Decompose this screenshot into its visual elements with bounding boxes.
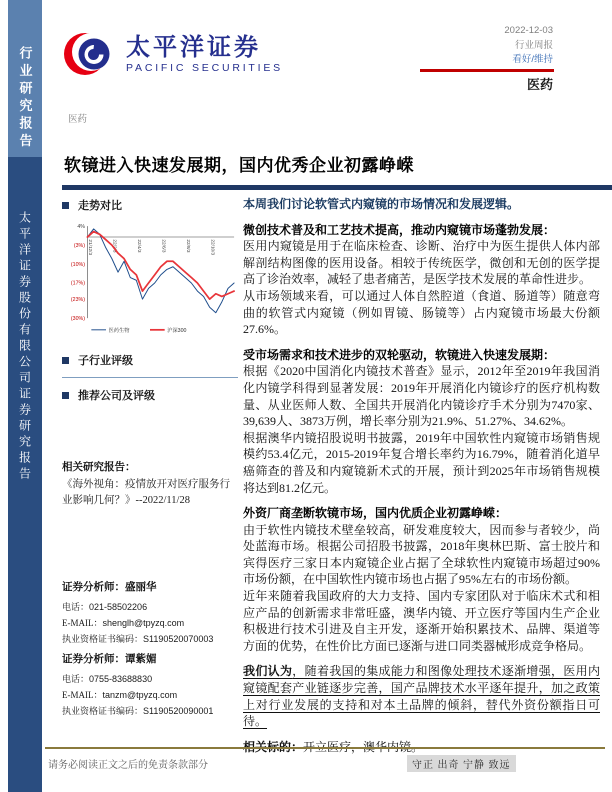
- section-bullet-icon: [62, 357, 69, 364]
- category-label: 医药: [68, 115, 88, 125]
- sidebar-top-band: [8, 0, 42, 157]
- section-paragraph: 从市场领域来看，可以通过人体自然腔道（食道、肠道等）随意弯曲的软管式内窥镜（例如胃镜、肠镜等）占内窥镜市场最大份额27.6%。: [243, 288, 600, 337]
- industry-rating: 看好/维持: [512, 54, 553, 65]
- analyst-detail-row: 执业资格证书编码：S1190520090001: [62, 706, 214, 716]
- trend-chart-container: [62, 220, 238, 339]
- main-intro: 本周我们讨论软管式内窥镜的市场情况和发展逻辑。: [243, 197, 520, 211]
- main-column: [243, 196, 600, 755]
- section-heading: 微创技术普及和工艺技术提高，推动内窥镜市场蓬勃发展：: [243, 222, 556, 237]
- analyst-info: [62, 579, 238, 719]
- footer-motto: 守正 出奇 宁静 致远: [407, 755, 516, 772]
- logo-chinese-name: 太平洋证券: [126, 33, 261, 61]
- section-foreign-monopoly: [243, 505, 600, 654]
- section-paragraph: 医用内窥镜是用于在临床检查、诊断、治疗中为医生提供人体内部解剖结构图像的医用设备。相较于传统医学，微创和无创的医学提高了诊治效率，减轻了患者痛苦，是医学技术发展的革命性进步。: [243, 239, 600, 287]
- svg-text:21/12/3: 21/12/3: [88, 239, 94, 256]
- svg-text:22/4/3: 22/4/3: [137, 239, 143, 253]
- related-reports: [62, 459, 238, 509]
- section-bullet-icon: [62, 392, 69, 399]
- left-column: [62, 197, 238, 719]
- svg-text:医药生物: 医药生物: [108, 327, 130, 334]
- svg-text:沪深300: 沪深300: [167, 327, 187, 334]
- recommend-section-header: [62, 387, 238, 403]
- trend-section-header: [62, 197, 238, 213]
- section-paragraph: 近年来随着我国政府的大力支持、国内专家团队对于临床术式和相应产品的创新需求非常旺盛，澳华内镜、开立医疗等国内生产企业积极进行技术引进及自主开发，逐渐开始积累技术、品牌、渠道等方面的优势，在性价比方面已逐渐与进口同类器械形成竞争格局。: [243, 589, 600, 653]
- footer-divider: [45, 747, 605, 749]
- company-logo: [64, 27, 283, 81]
- section-heading: 外资厂商垄断软镜市场，国内优质企业初露峥嵘：: [243, 506, 508, 521]
- svg-text:(10%): (10%): [70, 261, 85, 268]
- report-type: 行业周报: [514, 39, 553, 51]
- analyst-name: 证券分析师：盛丽华: [62, 582, 157, 593]
- analyst-block: [62, 651, 238, 719]
- footer-disclaimer: 请务必阅读正文之后的免责条款部分: [48, 760, 208, 771]
- svg-text:(30%): (30%): [70, 315, 85, 322]
- section-paragraph: 由于软性内镜技术壁垒较高，研发难度较大，因而参与者较少，尚处蓝海市场。根据公司招股书披露，2018年奥林巴斯、富士胶片和宾得医疗三家日本内窥镜企业占据了全球软性内窥镜市场超过90%市场份额，在中国软性内镜市场也占据了95%左右的市场份额。: [243, 522, 600, 587]
- analyst-detail-row: 执业资格证书编码：S1190520070003: [62, 634, 214, 644]
- svg-text:(3%): (3%): [73, 242, 85, 249]
- analyst-detail-row: E-MAIL：shenglh@tpyzq.com: [62, 618, 185, 628]
- industry-name: 医药: [526, 77, 553, 92]
- opinion-paragraph: [243, 663, 600, 729]
- svg-text:22/2/3: 22/2/3: [112, 239, 118, 253]
- analyst-detail-row: E-MAIL：tanzm@tpyzq.com: [62, 690, 178, 700]
- analyst-detail-row: 电话：021-58502206: [62, 602, 148, 612]
- svg-text:4%: 4%: [77, 223, 85, 230]
- report-date: 2022-12-03: [504, 25, 553, 36]
- section-paragraph: 根据《2020中国消化内镜技术普查》显示，2012年至2019年我国消化内镜学科得到显著发展：2019年开展消化内镜诊疗的医疗机构数量、从业医师人数、全国共开展消化内镜诊疗手术分别为7470家、39,639人、3873万例，增长率分别为21.9%、51.27%、34.62%。: [243, 364, 600, 429]
- svg-text:(17%): (17%): [70, 280, 85, 287]
- title-divider-bar: [62, 185, 612, 190]
- svg-text:22/8/3: 22/8/3: [185, 239, 191, 253]
- section-paragraph: 根据澳华内镜招股说明书披露，2019年中国软性内窥镜市场销售规模约53.4亿元，2015-2019年复合增长率约为16.79%，随着消化道早癌筛查的普及和内窥镜新术式的开展，预计到2025年市场销售规模将达到81.2亿元。: [243, 430, 600, 495]
- trend-section-label: 走势对比: [78, 200, 122, 212]
- opinion-lead: 我们认为: [243, 664, 293, 679]
- analyst-block: [62, 579, 238, 647]
- analyst-name: 证券分析师：谭紫媚: [62, 654, 157, 665]
- sidebar-top-label: 行业研究报告: [17, 46, 33, 151]
- subrating-section-header: [62, 352, 238, 368]
- section-heading: 受市场需求和技术进步的双轮驱动，软镜进入快速发展期：: [243, 347, 556, 362]
- svg-text:(23%): (23%): [70, 296, 85, 303]
- report-meta: [504, 24, 553, 68]
- sidebar-bottom-band: [8, 157, 42, 792]
- section-bullet-icon: [62, 202, 69, 209]
- report-title: 软镜进入快速发展期，国内优秀企业初露峥嵘: [64, 156, 414, 175]
- section-dual-drive: [243, 347, 600, 496]
- recommend-section-label: 推荐公司及评级: [78, 390, 155, 402]
- opinion-text: ，随着我国的集成能力和图像处理技术逐渐增强，医用内窥镜配套产业链逐步完善，国产品牌技术水平逐年提升，加之政策上对行业发展的支持和对本土品牌的倾斜，替代外资份额指日可待。: [243, 664, 600, 729]
- trend-chart: [62, 220, 238, 336]
- related-report-item: 《海外视角：疫情放开对医疗服务行业影响几何？》--2022/11/28: [62, 479, 230, 506]
- sidebar-bottom-label: 太平洋证券股份有限公司证券研究报告: [17, 211, 32, 483]
- related-reports-title: 相关研究报告：: [62, 462, 136, 473]
- svg-text:22/10/3: 22/10/3: [210, 239, 216, 256]
- svg-text:22/6/3: 22/6/3: [161, 239, 167, 253]
- section-micro-invasive: [243, 222, 600, 338]
- pacific-securities-logo-icon: [64, 27, 116, 81]
- logo-english-name: PACIFIC SECURITIES: [126, 61, 283, 74]
- subrating-section-label: 子行业评级: [78, 355, 133, 367]
- analyst-detail-row: 电话：0755-83688830: [62, 674, 153, 684]
- rating-underline: [420, 69, 554, 72]
- section-divider: [62, 377, 238, 378]
